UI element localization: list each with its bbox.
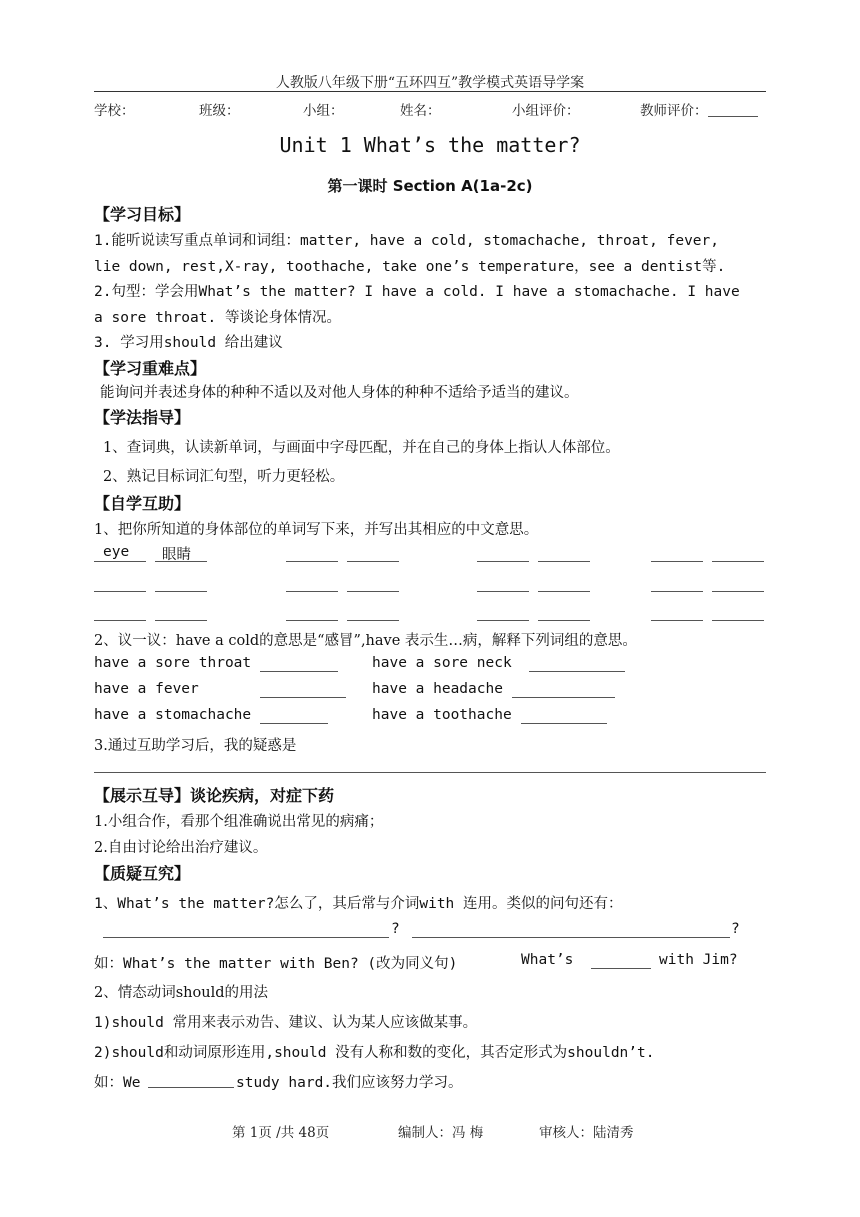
blank-meaning[interactable] (347, 620, 399, 621)
blank-word[interactable] (286, 561, 338, 562)
blank-meaning[interactable] (155, 620, 207, 621)
blank-meaning-1[interactable] (155, 561, 207, 562)
blank-word[interactable] (651, 561, 703, 562)
blank-meaning[interactable] (712, 591, 764, 592)
blank-synonym[interactable] (591, 968, 651, 969)
lesson-title-text: 第一课时 Section A(1a-2c) (327, 177, 533, 195)
should-example-prefix: 如：We (94, 1075, 141, 1091)
field-school: 学校： (94, 103, 135, 119)
should-example-rest: study hard.我们应该努力学习。 (236, 1075, 463, 1091)
self-q1: 1、把你所知道的身体部位的单词写下来，并写出其相应的中文意思。 (94, 522, 539, 538)
teacher-eval-blank[interactable] (708, 116, 758, 117)
field-group-eval: 小组评价： (512, 103, 580, 119)
blank-meaning[interactable] (538, 620, 590, 621)
footer-page: 第 1页 /共 48页 (232, 1125, 330, 1141)
example-word: eye (103, 544, 130, 560)
blank-word[interactable] (286, 591, 338, 592)
blank-word[interactable] (651, 620, 703, 621)
blank-word[interactable] (651, 591, 703, 592)
query-heading: 【质疑互究】 (94, 864, 191, 883)
phrase-stomachache: have a stomachache (94, 707, 252, 723)
self-q2: 2、议一议：have a cold的意思是“感冒”,have 表示生…病，解释下列词组的意思。 (94, 633, 637, 649)
q-mark-2: ? (731, 921, 740, 937)
blank-headache[interactable] (512, 697, 615, 698)
field-class: 班级： (199, 103, 240, 119)
phrase-sore-neck: have a sore neck (372, 655, 512, 671)
blank-word[interactable] (286, 620, 338, 621)
blank-word[interactable] (477, 591, 529, 592)
field-teacher-eval: 教师评价： (640, 103, 708, 119)
show-heading-rest: 谈论疾病，对症下药 (190, 786, 335, 805)
example-meaning: 眼睛 (162, 547, 191, 563)
phrase-toothache: have a toothache (372, 707, 512, 723)
goal-line-3: 2.句型：学会用What’s the matter? I have a cold. I have a stomachache. I have (94, 284, 740, 300)
unit-title: Unit 1 What’s the matter? (279, 133, 581, 157)
blank-sore-neck[interactable] (529, 671, 625, 672)
show-heading (94, 783, 334, 806)
blank-meaning[interactable] (347, 561, 399, 562)
should-usage-2: 2)should和动词原形连用,should 没有人称和数的变化，其否定形式为shouldn’t. (94, 1045, 655, 1061)
footer-editor: 编制人：冯 梅 (398, 1125, 484, 1141)
goal-line-4: a sore throat. 等谈论身体情况。 (94, 310, 341, 326)
blank-meaning[interactable] (712, 620, 764, 621)
method-line-2: 2、熟记目标词汇句型，听力更轻松。 (103, 469, 345, 485)
doc-header-title: 人教版八年级下册“五环四互”教学模式英语导学案 (275, 75, 585, 91)
show-line-1: 1.小组合作，看那个组准确说出常见的病痛； (94, 814, 384, 830)
method-heading: 【学法指导】 (94, 408, 191, 427)
blank-should[interactable] (148, 1087, 234, 1088)
example-with: with Jim? (659, 952, 738, 968)
blank-meaning[interactable] (155, 591, 207, 592)
goals-heading: 【学习目标】 (94, 205, 191, 224)
blank-meaning[interactable] (712, 561, 764, 562)
phrase-sore-throat: have a sore throat (94, 655, 252, 671)
blank-word[interactable] (477, 561, 529, 562)
header-rule (94, 91, 766, 92)
show-heading-tag: 【展示互导】 (94, 786, 191, 805)
self-q3: 3.通过互助学习后，我的疑惑是 (94, 738, 297, 754)
blank-word[interactable] (477, 620, 529, 621)
q-mark-1: ? (391, 921, 400, 937)
example-what: What’s (521, 952, 574, 968)
should-usage-1: 1)should 常用来表示劝告、建议、认为某人应该做某事。 (94, 1015, 478, 1031)
goal-line-1: 1.能听说读写重点单词和词组：matter, have a cold, stomachache, throat, fever, (94, 233, 719, 249)
field-group: 小组： (303, 103, 344, 119)
phrase-headache: have a headache (372, 681, 503, 697)
blank-meaning[interactable] (538, 591, 590, 592)
blank-toothache[interactable] (521, 723, 607, 724)
field-name: 姓名： (400, 103, 441, 119)
blank-similar-question-2[interactable] (412, 937, 730, 938)
lesson-title (0, 175, 860, 196)
method-line-1: 1、查词典，认读新单词，与画面中字母匹配，并在自己的身体上指认人体部位。 (103, 440, 620, 456)
phrase-fever: have a fever (94, 681, 199, 697)
blank-doubts[interactable] (94, 772, 766, 773)
query-1: 1、What’s the matter?怎么了，其后常与介词with 连用。类似的问句还有： (94, 896, 623, 912)
blank-stomachache[interactable] (260, 723, 328, 724)
blank-similar-question-1[interactable] (103, 937, 389, 938)
query-2: 2、情态动词should的用法 (94, 985, 268, 1001)
self-study-heading: 【自学互助】 (94, 494, 191, 513)
goal-line-2: lie down, rest,X-ray, toothache, take one’s temperature，see a dentist等. (94, 259, 726, 275)
footer-reviewer: 审核人：陆清秀 (539, 1125, 634, 1141)
show-line-2: 2.自由讨论给出治疗建议。 (94, 840, 268, 856)
blank-meaning[interactable] (538, 561, 590, 562)
blank-word-1[interactable] (94, 561, 146, 562)
difficulty-text: 能询问并表述身体的种种不适以及对他人身体的种种不适给予适当的建议。 (100, 385, 579, 401)
goal-line-5: 3. 学习用should 给出建议 (94, 335, 283, 351)
blank-sore-throat[interactable] (260, 671, 338, 672)
difficulty-heading: 【学习重难点】 (94, 359, 207, 378)
blank-fever[interactable] (260, 697, 346, 698)
blank-word[interactable] (94, 591, 146, 592)
example-sentence: 如：What’s the matter with Ben? (改为同义句) (94, 956, 458, 972)
blank-meaning[interactable] (347, 591, 399, 592)
blank-word[interactable] (94, 620, 146, 621)
